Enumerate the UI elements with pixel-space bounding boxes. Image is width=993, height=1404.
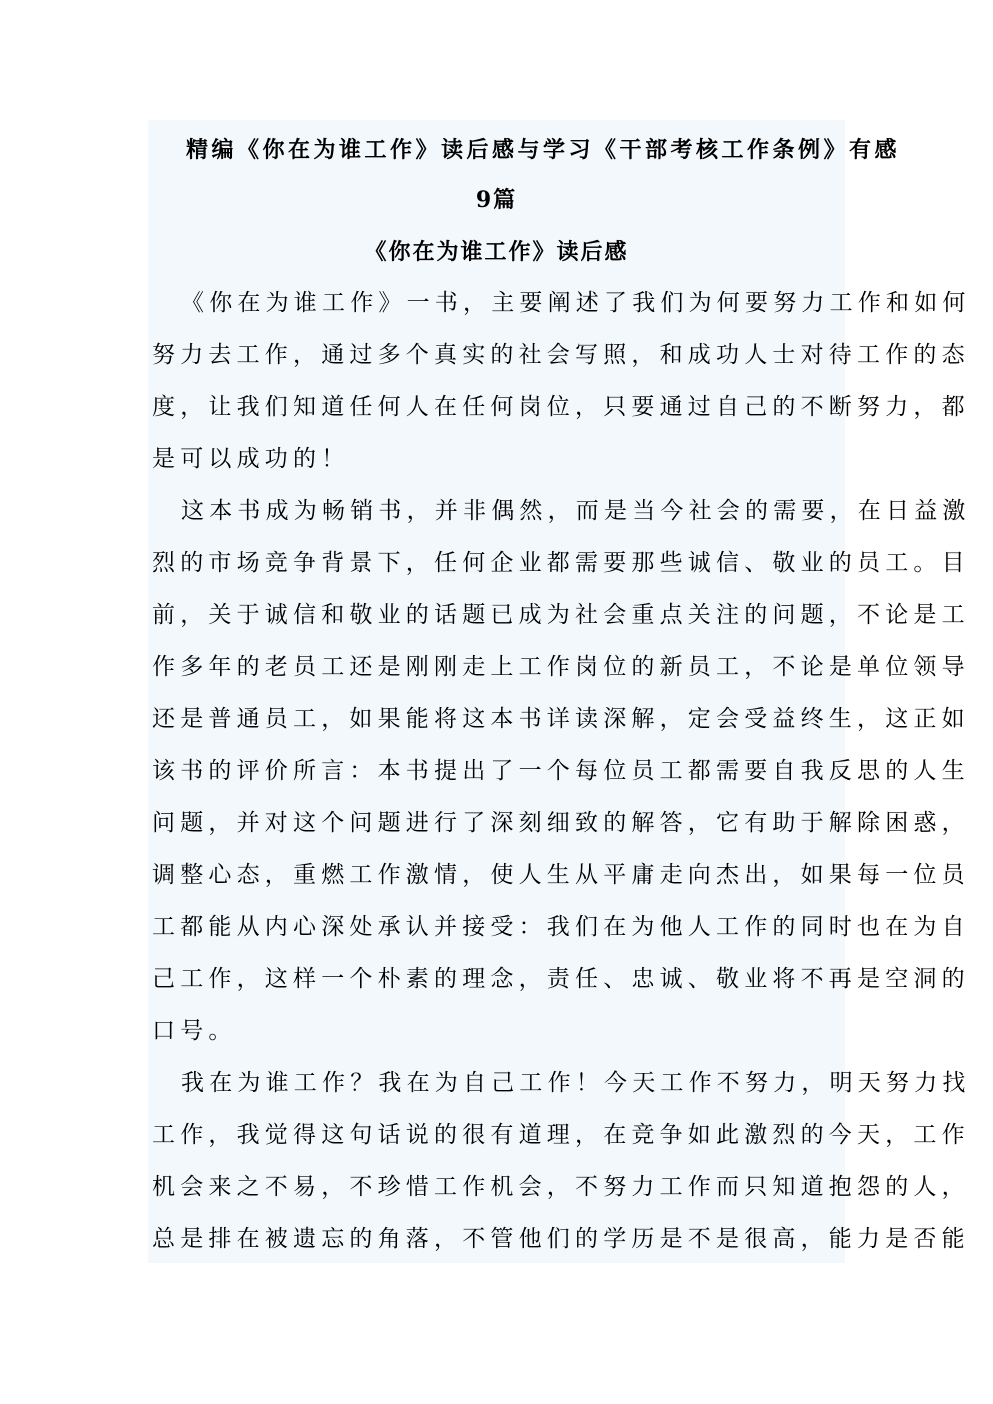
paragraph-line: 烈的市场竞争背景下，任何企业都需要那些诚信、敬业的员工。目	[152, 550, 970, 576]
paragraph-line: 我在为谁工作？我在为自己工作！今天工作不努力，明天努力找	[181, 1070, 971, 1096]
paragraph-line: 还是普通员工，如果能将这本书详读深解，定会受益终生，这正如	[152, 706, 970, 732]
paragraph-line: 是可以成功的！	[152, 446, 350, 472]
paragraph-line: 该书的评价所言：本书提出了一个每位员工都需要自我反思的人生	[152, 758, 970, 784]
document-title-line-2: 9篇	[475, 187, 518, 213]
paragraph-line: 这本书成为畅销书，并非偶然，而是当今社会的需要，在日益激	[181, 498, 971, 524]
document-text-area	[148, 120, 971, 1263]
paragraph-line: 努力去工作，通过多个真实的社会写照，和成功人士对待工作的态	[152, 342, 970, 368]
paragraph-line: 口号。	[152, 1018, 237, 1044]
paragraph-line: 作多年的老员工还是刚刚走上工作岗位的新员工，不论是单位领导	[152, 654, 970, 680]
paragraph-line: 机会来之不易，不珍惜工作机会，不努力工作而只知道抱怨的人，	[152, 1174, 970, 1200]
paragraph-line: 工都能从内心深处承认并接受：我们在为他人工作的同时也在为自	[152, 914, 970, 940]
paragraph-line: 己工作，这样一个朴素的理念，责任、忠诚、敬业将不再是空洞的	[152, 966, 970, 992]
paragraph-line: 总是排在被遗忘的角落，不管他们的学历是不是很高，能力是否能	[152, 1226, 970, 1252]
paragraph-line: 工作，我觉得这句话说的很有道理，在竞争如此激烈的今天，工作	[152, 1122, 970, 1148]
paragraph-line: 前，关于诚信和敬业的话题已成为社会重点关注的问题，不论是工	[152, 602, 970, 628]
document-subtitle: 《你在为谁工作》读后感	[364, 239, 629, 265]
document-title-line-1: 精编《你在为谁工作》读后感与学习《干部考核工作条例》有感	[186, 137, 901, 163]
paragraph-line: 问题，并对这个问题进行了深刻细致的解答，它有助于解除困惑，	[152, 810, 970, 836]
paragraph-line: 调整心态，重燃工作激情，使人生从平庸走向杰出，如果每一位员	[152, 862, 970, 888]
paragraph-line: 度，让我们知道任何人在任何岗位，只要通过自己的不断努力，都	[152, 394, 970, 420]
paragraph-line: 《你在为谁工作》一书，主要阐述了我们为何要努力工作和如何	[181, 290, 971, 316]
